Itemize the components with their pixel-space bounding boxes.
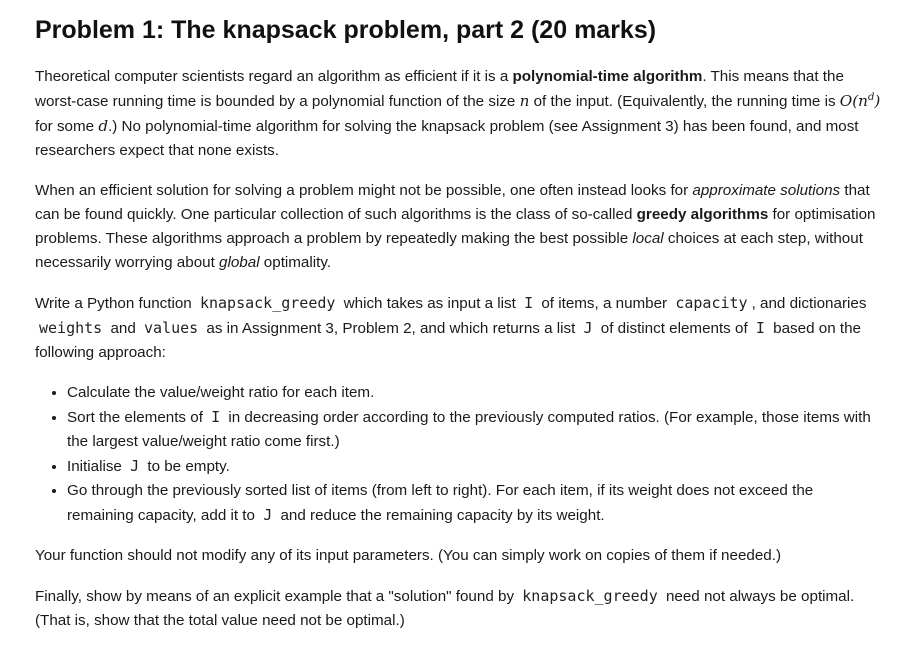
text-segment: for some: [35, 117, 99, 135]
math-n-base: n: [858, 91, 868, 110]
code-param-values: values: [144, 318, 199, 337]
math-paren-close: ): [874, 91, 881, 110]
paragraph-no-modify: Your function should not modify any of its input parameters. (You can simply work on copies of them if needed.): [35, 546, 782, 564]
text-segment: in decreasing order according to the previously computed ratios. (For example, those items with the largest value/weight ratio come first.): [67, 408, 871, 450]
code-function-name: knapsack_greedy: [199, 293, 336, 312]
text-segment: and reduce the remaining capacity by its weight.: [276, 506, 605, 524]
text-segment: need not always be optimal. (That is, show that the total value need not be optimal.): [35, 587, 855, 629]
math-d-exponent: d: [867, 91, 875, 103]
paragraph-polynomial-time: [35, 65, 882, 163]
list-item-sort: [67, 405, 882, 454]
text-segment: of distinct elements of: [596, 319, 752, 337]
italic-local: local: [632, 229, 664, 247]
text-segment: Sort the elements of: [67, 408, 208, 426]
text-segment: optimality.: [259, 253, 332, 271]
text-segment: Go through the previously sorted list of items (from left to right). For each item, if its weight does not exceed the remaining capacity, add it to: [67, 481, 814, 524]
code-function-name: knapsack_greedy: [522, 586, 658, 605]
code-param-I: I: [211, 407, 221, 426]
italic-approximate-solutions: approximate solutions: [692, 181, 841, 199]
problem-title: Problem 1: The knapsack problem, part 2 (20 marks): [35, 16, 657, 44]
italic-global: global: [219, 253, 260, 271]
code-param-weights: weights: [39, 318, 103, 337]
text-segment: Finally, show by means of an explicit example that a "solution" found by: [35, 587, 519, 605]
text-segment: Write a Python function: [35, 294, 196, 312]
text-segment: based on the following approach:: [35, 319, 861, 361]
text-segment: to be empty.: [143, 457, 230, 475]
text-segment: When an efficient solution for solving a problem might not be possible, one often instead looks for: [35, 181, 693, 199]
text-segment: of the input. (Equivalently, the running time is: [529, 92, 840, 110]
list-item-ratio: • Calculate the value/weight ratio for each item.: [67, 381, 882, 405]
math-big-o-symbol: O: [839, 91, 853, 110]
text-segment: and: [106, 319, 140, 337]
list-item-iterate: [67, 479, 882, 528]
math-n: n: [519, 91, 530, 110]
math-d: d: [98, 116, 109, 135]
code-return-J: J: [130, 456, 140, 475]
math-big-o: [840, 92, 881, 110]
bold-term-polynomial-time: polynomial-time algorithm: [512, 67, 703, 85]
code-param-I: I: [755, 318, 765, 337]
paragraph-task-description: [35, 291, 882, 365]
math-paren-open: (: [852, 91, 859, 110]
text-segment: . This means that the worst-case running time is bounded by a polynomial function of the size: [35, 67, 844, 110]
text-segment: Theoretical computer scientists regard an algorithm as efficient if it is a: [35, 67, 513, 85]
text-segment: which takes as input a list: [339, 294, 521, 312]
text-segment: that can be found quickly. One particular collection of such algorithms is the class of so-called: [35, 181, 870, 223]
text-segment: choices at each step, without necessarily worrying about: [35, 229, 863, 271]
approach-steps-list: [35, 381, 882, 528]
paragraph-greedy-algorithms: [35, 179, 882, 275]
bold-term-greedy-algorithms: greedy algorithms: [636, 205, 769, 223]
text-segment: as in Assignment 3, Problem 2, and which returns a list: [202, 319, 580, 337]
text-segment: , and dictionaries: [751, 294, 867, 312]
code-param-I: I: [524, 293, 534, 312]
list-item-initialise: [67, 454, 882, 479]
text-segment: for optimisation problems. These algorithms approach a problem by repeatedly making the best possible: [35, 205, 876, 247]
text-segment: .) No polynomial-time algorithm for solving the knapsack problem (see Assignment 3) has been found, and most researchers expect that none exists.: [35, 117, 859, 159]
code-param-capacity: capacity: [675, 293, 748, 312]
text-segment: of items, a number: [537, 294, 672, 312]
code-return-J: J: [583, 318, 593, 337]
code-return-J: J: [263, 505, 273, 524]
paragraph-counterexample: [35, 584, 882, 633]
text-segment: Initialise: [67, 457, 127, 475]
